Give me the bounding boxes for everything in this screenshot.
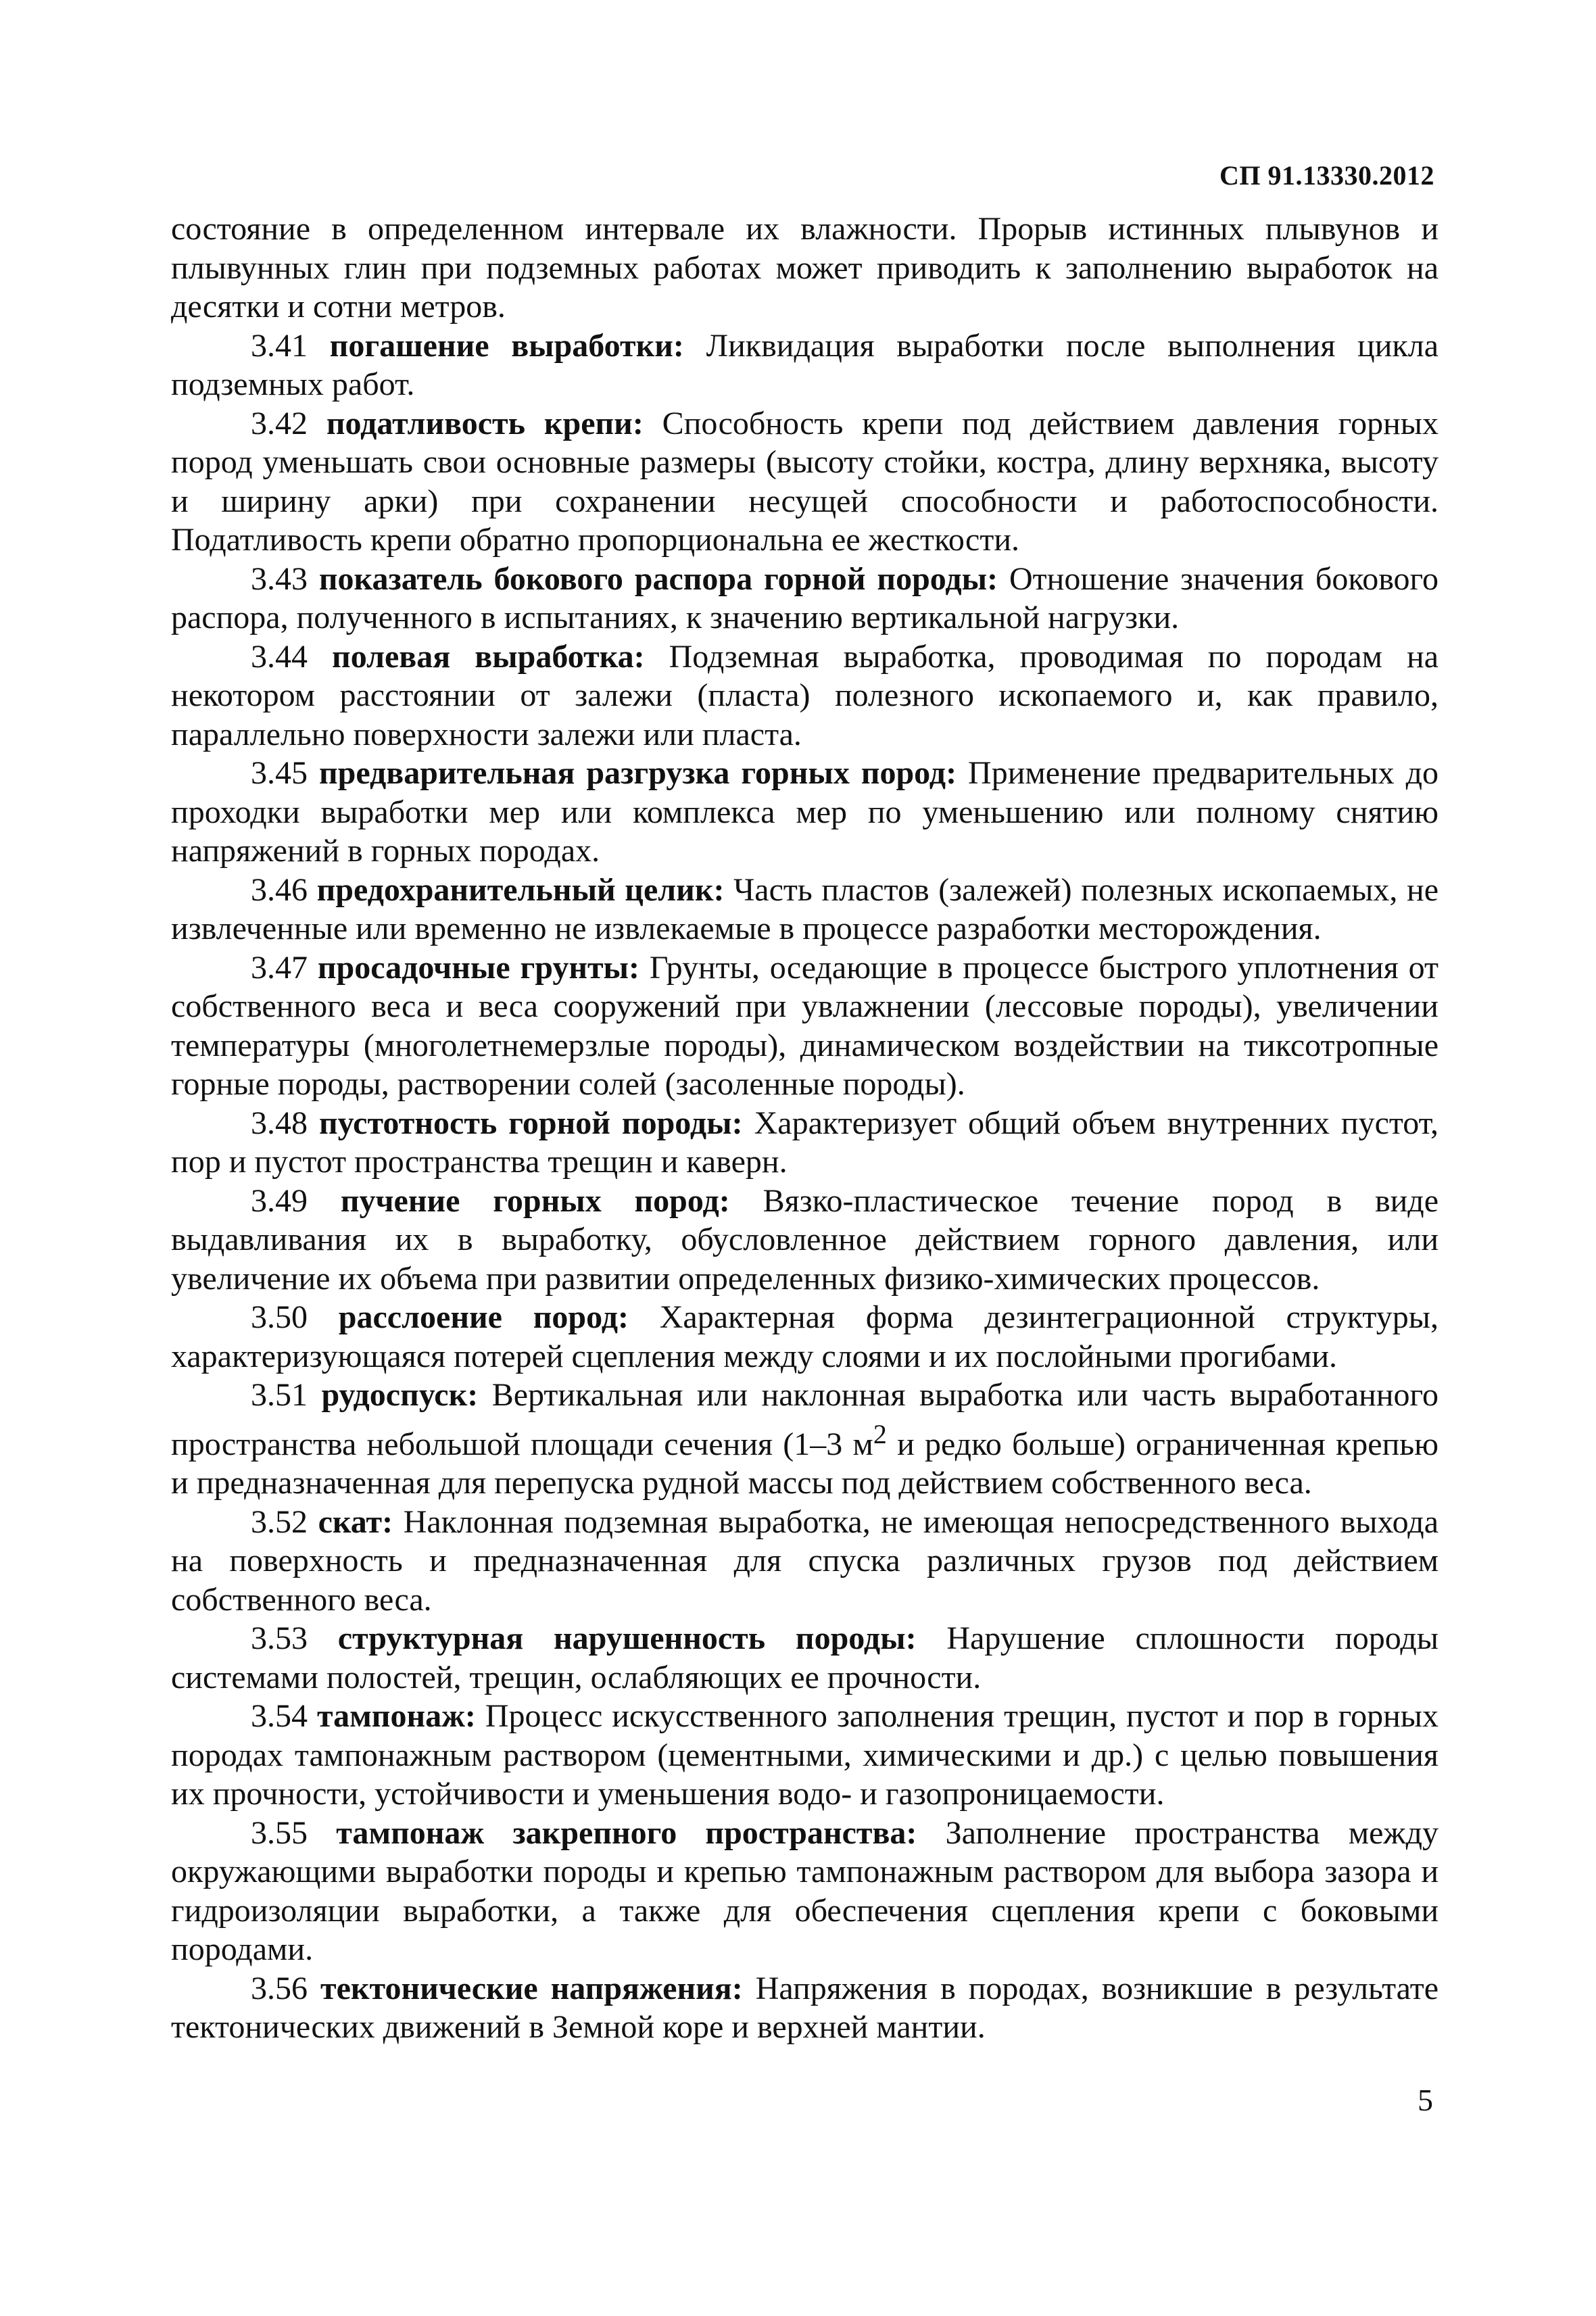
term-entry-3-44 xyxy=(171,637,1438,754)
entry-term: показатель бокового распора горной породы: xyxy=(318,560,998,597)
entry-definition: Характеризует общий объем внутренних пустот, пор и пустот пространства трещин и каверн. xyxy=(171,1105,1438,1180)
entry-definition: Характерная форма дезинтеграционной структуры, характеризующаяся потерей сцепления между слоями и их послойными прогибами. xyxy=(171,1299,1438,1374)
term-entry-3-46 xyxy=(171,871,1438,948)
entry-term: рудоспуск: xyxy=(321,1377,479,1413)
term-entry-3-56 xyxy=(171,1969,1438,2047)
entry-term: податливость крепи: xyxy=(326,405,644,441)
entry-term: расслоение пород: xyxy=(338,1299,629,1335)
entry-number: 3.50 xyxy=(251,1299,308,1335)
term-entry-3-54 xyxy=(171,1697,1438,1814)
entry-number: 3.46 xyxy=(251,871,308,908)
entry-definition: Напряжения в породах, возникшие в результате тектонических движений в Земной коре и верхней мантии. xyxy=(171,1970,1438,2045)
entry-number: 3.48 xyxy=(251,1105,308,1141)
entry-definition: Нарушение сплошности породы системами полостей, трещин, ослабляющих ее прочности. xyxy=(171,1620,1438,1695)
entry-term: тектонические напряжения: xyxy=(320,1970,743,2006)
entry-definition: Грунты, оседающие в процессе быстрого уплотнения от собственного веса и веса сооружений при увлажнении (лессовые породы), увеличении температуры (многолетнемерзлые породы), динамическом воздействии на тиксотропные горные породы, растворении солей (засоленные породы). xyxy=(171,949,1439,1102)
term-entry-3-51 xyxy=(171,1376,1438,1503)
term-entry-3-42 xyxy=(171,404,1438,560)
entry-term: предохранительный целик: xyxy=(316,871,725,908)
entry-term: погашение выработки: xyxy=(329,327,684,364)
term-entry-3-47 xyxy=(171,948,1438,1104)
term-entry-3-43 xyxy=(171,560,1438,637)
entry-definition: Отношение значения бокового распора, полученного в испытаниях, к значению вертикальной нагрузки. xyxy=(171,560,1439,635)
entry-number: 3.55 xyxy=(251,1814,308,1851)
entry-term: структурная нарушенность породы: xyxy=(337,1620,917,1656)
term-entry-3-52 xyxy=(171,1503,1438,1620)
continuation-paragraph: состояние в определенном интервале их влажности. Прорыв истинных плывунов и плывунных глин при подземных работах может приводить к заполнению выработок на десятки и сотни метров. xyxy=(171,211,1438,324)
entry-definition-start: Вертикальная или наклонная выработка или часть выработанного пространства небольшой площади сечения (1–3 м xyxy=(171,1377,1438,1462)
entry-number: 3.54 xyxy=(251,1698,308,1734)
entry-definition: Часть пластов (залежей) полезных ископаемых, не извлеченные или временно не извлекаемые в процессе разработки месторождения. xyxy=(171,871,1438,946)
entry-term: скат: xyxy=(318,1503,393,1540)
entry-number: 3.43 xyxy=(251,560,308,597)
entry-number: 3.56 xyxy=(251,1970,308,2006)
entry-definition: Заполнение пространства между окружающими выработки породы и крепью тампонажным раствором для выбора зазора и гидроизоляции выработки, а также для обеспечения сцепления крепи с боковыми породами. xyxy=(171,1814,1439,1967)
entry-number: 3.41 xyxy=(251,327,308,364)
entry-definition: Способность крепи под действием давления горных пород уменьшать свои основные размеры (высоту стойки, костра, длину верхняка, высоту и ширину арки) при сохранении несущей способности и работоспособности. Податливость крепи обратно пропорциональна ее жесткости. xyxy=(171,405,1438,558)
entry-number: 3.51 xyxy=(251,1377,308,1413)
entry-number: 3.52 xyxy=(251,1503,308,1540)
page-number: 5 xyxy=(1418,2083,1433,2117)
entry-number: 3.42 xyxy=(251,405,308,441)
document-code-header: СП 91.13330.2012 xyxy=(1219,160,1434,191)
superscript-exponent: 2 xyxy=(873,1418,887,1449)
entry-definition: Ликвидация выработки после выполнения цикла подземных работ. xyxy=(171,327,1439,402)
term-entry-3-45 xyxy=(171,754,1438,871)
entry-definition: Применение предварительных до проходки выработки мер или комплекса мер по уменьшению или полному снятию напряжений в горных породах. xyxy=(171,755,1439,869)
entry-term: тампонаж: xyxy=(316,1698,476,1734)
term-entry-3-55 xyxy=(171,1814,1438,1969)
entry-number: 3.49 xyxy=(251,1182,308,1219)
entry-number: 3.45 xyxy=(251,755,308,791)
document-body xyxy=(171,210,1438,2047)
entry-term: предварительная разгрузка горных пород: xyxy=(318,755,957,791)
entry-term: просадочные грунты: xyxy=(317,949,640,986)
term-entry-3-48 xyxy=(171,1104,1438,1182)
term-entry-3-41 xyxy=(171,327,1438,404)
entry-number: 3.44 xyxy=(251,638,308,675)
entry-number: 3.47 xyxy=(251,949,308,986)
entry-number: 3.53 xyxy=(251,1620,308,1656)
entry-definition-end: и редко больше) ограниченная крепью и предназначенная для перепуска рудной массы под действием собственного веса. xyxy=(171,1426,1439,1501)
entry-term: тампонаж закрепного пространства: xyxy=(336,1814,917,1851)
term-entry-3-53 xyxy=(171,1619,1438,1697)
term-entry-3-50 xyxy=(171,1298,1438,1376)
term-entry-3-49 xyxy=(171,1182,1438,1299)
entry-definition: Вязко-пластическое течение пород в виде выдавливания их в выработку, обусловленное действием горного давления, или увеличение их объема при развитии определенных физико-химических процессов. xyxy=(171,1182,1439,1297)
entry-term: пучение горных пород: xyxy=(340,1182,730,1219)
entry-term: полевая выработка: xyxy=(332,638,645,675)
entry-definition: Наклонная подземная выработка, не имеющая непосредственного выхода на поверхность и предназначенная для спуска различных грузов под действием собственного веса. xyxy=(171,1503,1439,1618)
entry-term: пустотность горной породы: xyxy=(319,1105,743,1141)
entry-definition: Процесс искусственного заполнения трещин, пустот и пор в горных породах тампонажным раствором (цементными, химическими и др.) с целью повышения их прочности, устойчивости и уменьшения водо- и газопроницаемости. xyxy=(171,1698,1439,1812)
entry-definition: Подземная выработка, проводимая по породам на некотором расстоянии от залежи (пласта) полезного ископаемого и, как правило, параллельно поверхности залежи или пласта. xyxy=(171,638,1438,752)
